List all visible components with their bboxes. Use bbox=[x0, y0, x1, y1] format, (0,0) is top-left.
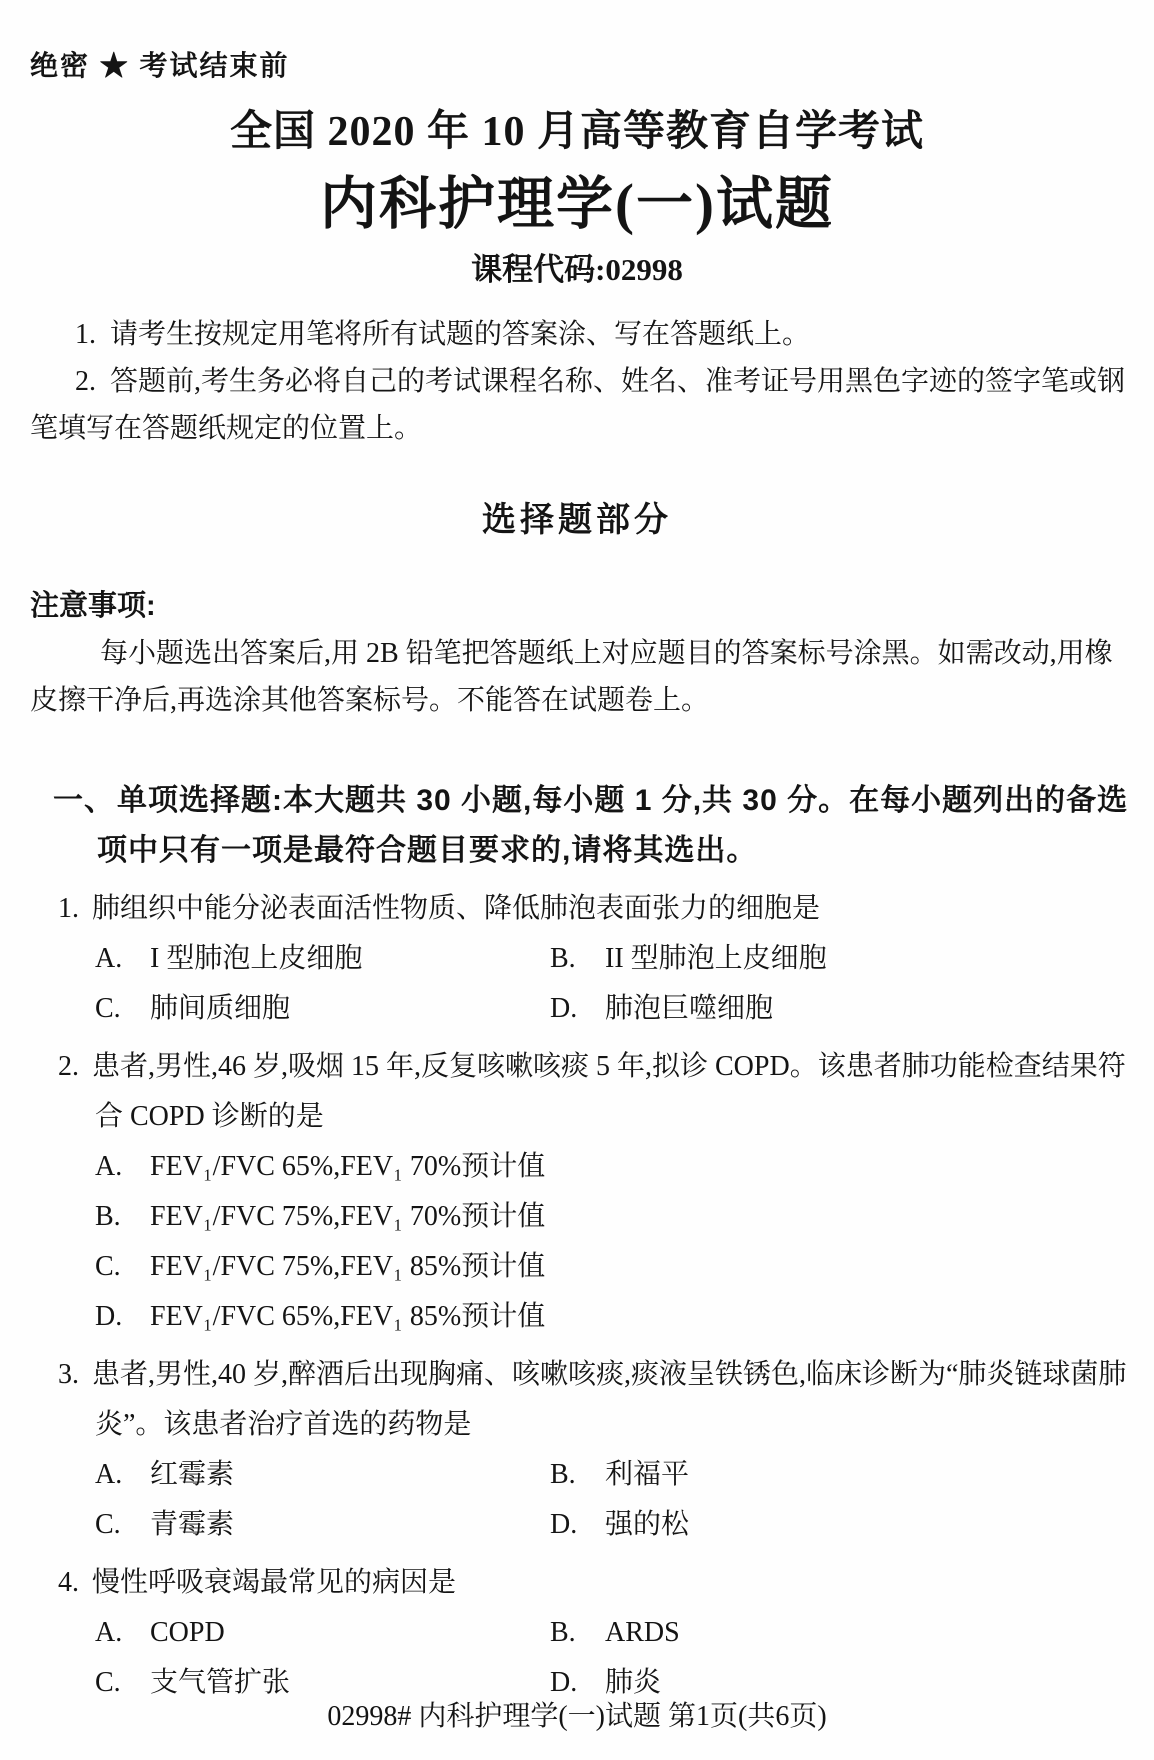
question-2-option-c bbox=[95, 1242, 1154, 1292]
option-text: 利福平 bbox=[605, 1459, 690, 1490]
option-label: C. bbox=[95, 1251, 121, 1282]
page-footer: 02998# 内科护理学(一)试题 第1页(共6页) bbox=[327, 1701, 827, 1732]
notes-heading: 注意事项: bbox=[30, 590, 156, 622]
question-1-option-a bbox=[95, 934, 550, 984]
instruction-item-2: 2. 答题前,考生务必将自己的考试课程名称、姓名、准考证号用黑色字迹的签字笔或钢笔填写在答题纸规定的位置上。 bbox=[30, 366, 1126, 444]
option-label: A. bbox=[95, 943, 123, 974]
option-label: A. bbox=[95, 1617, 123, 1648]
option-text: FEV₁/FVC 65%,FEV₁ 70%预计值 bbox=[150, 1151, 546, 1182]
question-3-option-d bbox=[550, 1500, 1154, 1550]
question-2-stem-text: 患者,男性,46 岁,吸烟 15 年,反复咳嗽咳痰 5 年,拟诊 COPD。该患者肺功能检查结果符合 COPD 诊断的是 bbox=[92, 1051, 1126, 1132]
option-text: 支气管扩张 bbox=[150, 1667, 291, 1698]
question-4-options bbox=[95, 1608, 1154, 1708]
option-label: B. bbox=[550, 943, 576, 974]
question-3-option-a bbox=[95, 1450, 550, 1500]
question-2-option-a bbox=[95, 1142, 1154, 1192]
question-1 bbox=[0, 884, 1154, 1034]
question-4-stem bbox=[0, 1558, 1134, 1608]
option-text: ARDS bbox=[605, 1617, 680, 1648]
general-instructions bbox=[0, 311, 1154, 452]
question-2-options bbox=[95, 1142, 1154, 1342]
question-2-number: 2. bbox=[58, 1051, 79, 1082]
option-label: D. bbox=[550, 1667, 578, 1698]
question-2-option-b bbox=[95, 1192, 1154, 1242]
section-heading: 选择题部分 bbox=[482, 501, 672, 539]
option-text: 红霉素 bbox=[150, 1459, 235, 1490]
question-1-number: 1. bbox=[58, 893, 79, 924]
option-text: II 型肺泡上皮细胞 bbox=[605, 943, 827, 974]
option-label: B. bbox=[550, 1617, 576, 1648]
question-3-option-c bbox=[95, 1500, 550, 1550]
part1-number: 一、 bbox=[53, 784, 115, 817]
question-1-option-c bbox=[95, 984, 550, 1034]
option-label: B. bbox=[550, 1459, 576, 1490]
option-text: FEV₁/FVC 75%,FEV₁ 70%预计值 bbox=[150, 1201, 546, 1232]
part1-heading bbox=[0, 776, 1134, 876]
option-text: 肺炎 bbox=[605, 1667, 662, 1698]
option-label: C. bbox=[95, 1509, 121, 1540]
question-3-stem-text: 患者,男性,40 岁,醉酒后出现胸痛、咳嗽咳痰,痰液呈铁锈色,临床诊断为“肺炎链球菌肺炎”。该患者治疗首选的药物是 bbox=[92, 1359, 1127, 1440]
question-3-option-b bbox=[550, 1450, 1154, 1500]
question-1-option-b bbox=[550, 934, 1154, 984]
option-label: C. bbox=[95, 1667, 121, 1698]
option-label: D. bbox=[550, 993, 578, 1024]
option-label: D. bbox=[95, 1301, 123, 1332]
option-text: FEV₁/FVC 75%,FEV₁ 85%预计值 bbox=[150, 1251, 546, 1282]
exam-subject-title: 内科护理学(一)试题 bbox=[320, 173, 834, 236]
question-4-stem-text: 慢性呼吸衰竭最常见的病因是 bbox=[92, 1567, 457, 1598]
option-label: B. bbox=[95, 1201, 121, 1232]
option-text: 强的松 bbox=[605, 1509, 690, 1540]
classification-banner: 绝密 ★ 考试结束前 bbox=[30, 50, 290, 81]
question-2-stem bbox=[0, 1042, 1134, 1142]
option-text: 青霉素 bbox=[150, 1509, 235, 1540]
question-3 bbox=[0, 1350, 1154, 1550]
question-3-stem bbox=[0, 1350, 1134, 1450]
course-code: 课程代码:02998 bbox=[471, 252, 683, 287]
option-text: 肺间质细胞 bbox=[150, 993, 291, 1024]
instruction-item-1: 1. 请考生按规定用笔将所有试题的答案涂、写在答题纸上。 bbox=[75, 319, 811, 350]
question-3-number: 3. bbox=[58, 1359, 79, 1390]
notes-body: 每小题选出答案后,用 2B 铅笔把答题纸上对应题目的答案标号涂黑。如需改动,用橡皮擦干净后,再选涂其他答案标号。不能答在试题卷上。 bbox=[30, 638, 1113, 716]
question-3-options bbox=[95, 1450, 1154, 1550]
question-list bbox=[0, 884, 1154, 1708]
option-label: D. bbox=[550, 1509, 578, 1540]
option-text: I 型肺泡上皮细胞 bbox=[150, 943, 363, 974]
option-text: FEV₁/FVC 65%,FEV₁ 85%预计值 bbox=[150, 1301, 546, 1332]
option-text: 肺泡巨噬细胞 bbox=[605, 993, 774, 1024]
question-1-stem-text: 肺组织中能分泌表面活性物质、降低肺泡表面张力的细胞是 bbox=[92, 893, 821, 924]
question-2-option-d bbox=[95, 1292, 1154, 1342]
option-label: C. bbox=[95, 993, 121, 1024]
question-1-options bbox=[95, 934, 1154, 1034]
question-4-number: 4. bbox=[58, 1567, 79, 1598]
option-text: COPD bbox=[150, 1617, 225, 1648]
question-4 bbox=[0, 1558, 1154, 1708]
question-1-option-d bbox=[550, 984, 1154, 1034]
option-label: A. bbox=[95, 1151, 123, 1182]
question-2 bbox=[0, 1042, 1154, 1342]
question-1-stem bbox=[0, 884, 1134, 934]
question-4-option-b bbox=[550, 1608, 1154, 1658]
exam-title: 全国 2020 年 10 月高等教育自学考试 bbox=[229, 109, 924, 155]
part1-heading-text: 单项选择题:本大题共 30 小题,每小题 1 分,共 30 分。在每小题列出的备选项中只有一项是最符合题目要求的,请将其选出。 bbox=[97, 784, 1129, 867]
option-label: A. bbox=[95, 1459, 123, 1490]
question-4-option-a bbox=[95, 1608, 550, 1658]
